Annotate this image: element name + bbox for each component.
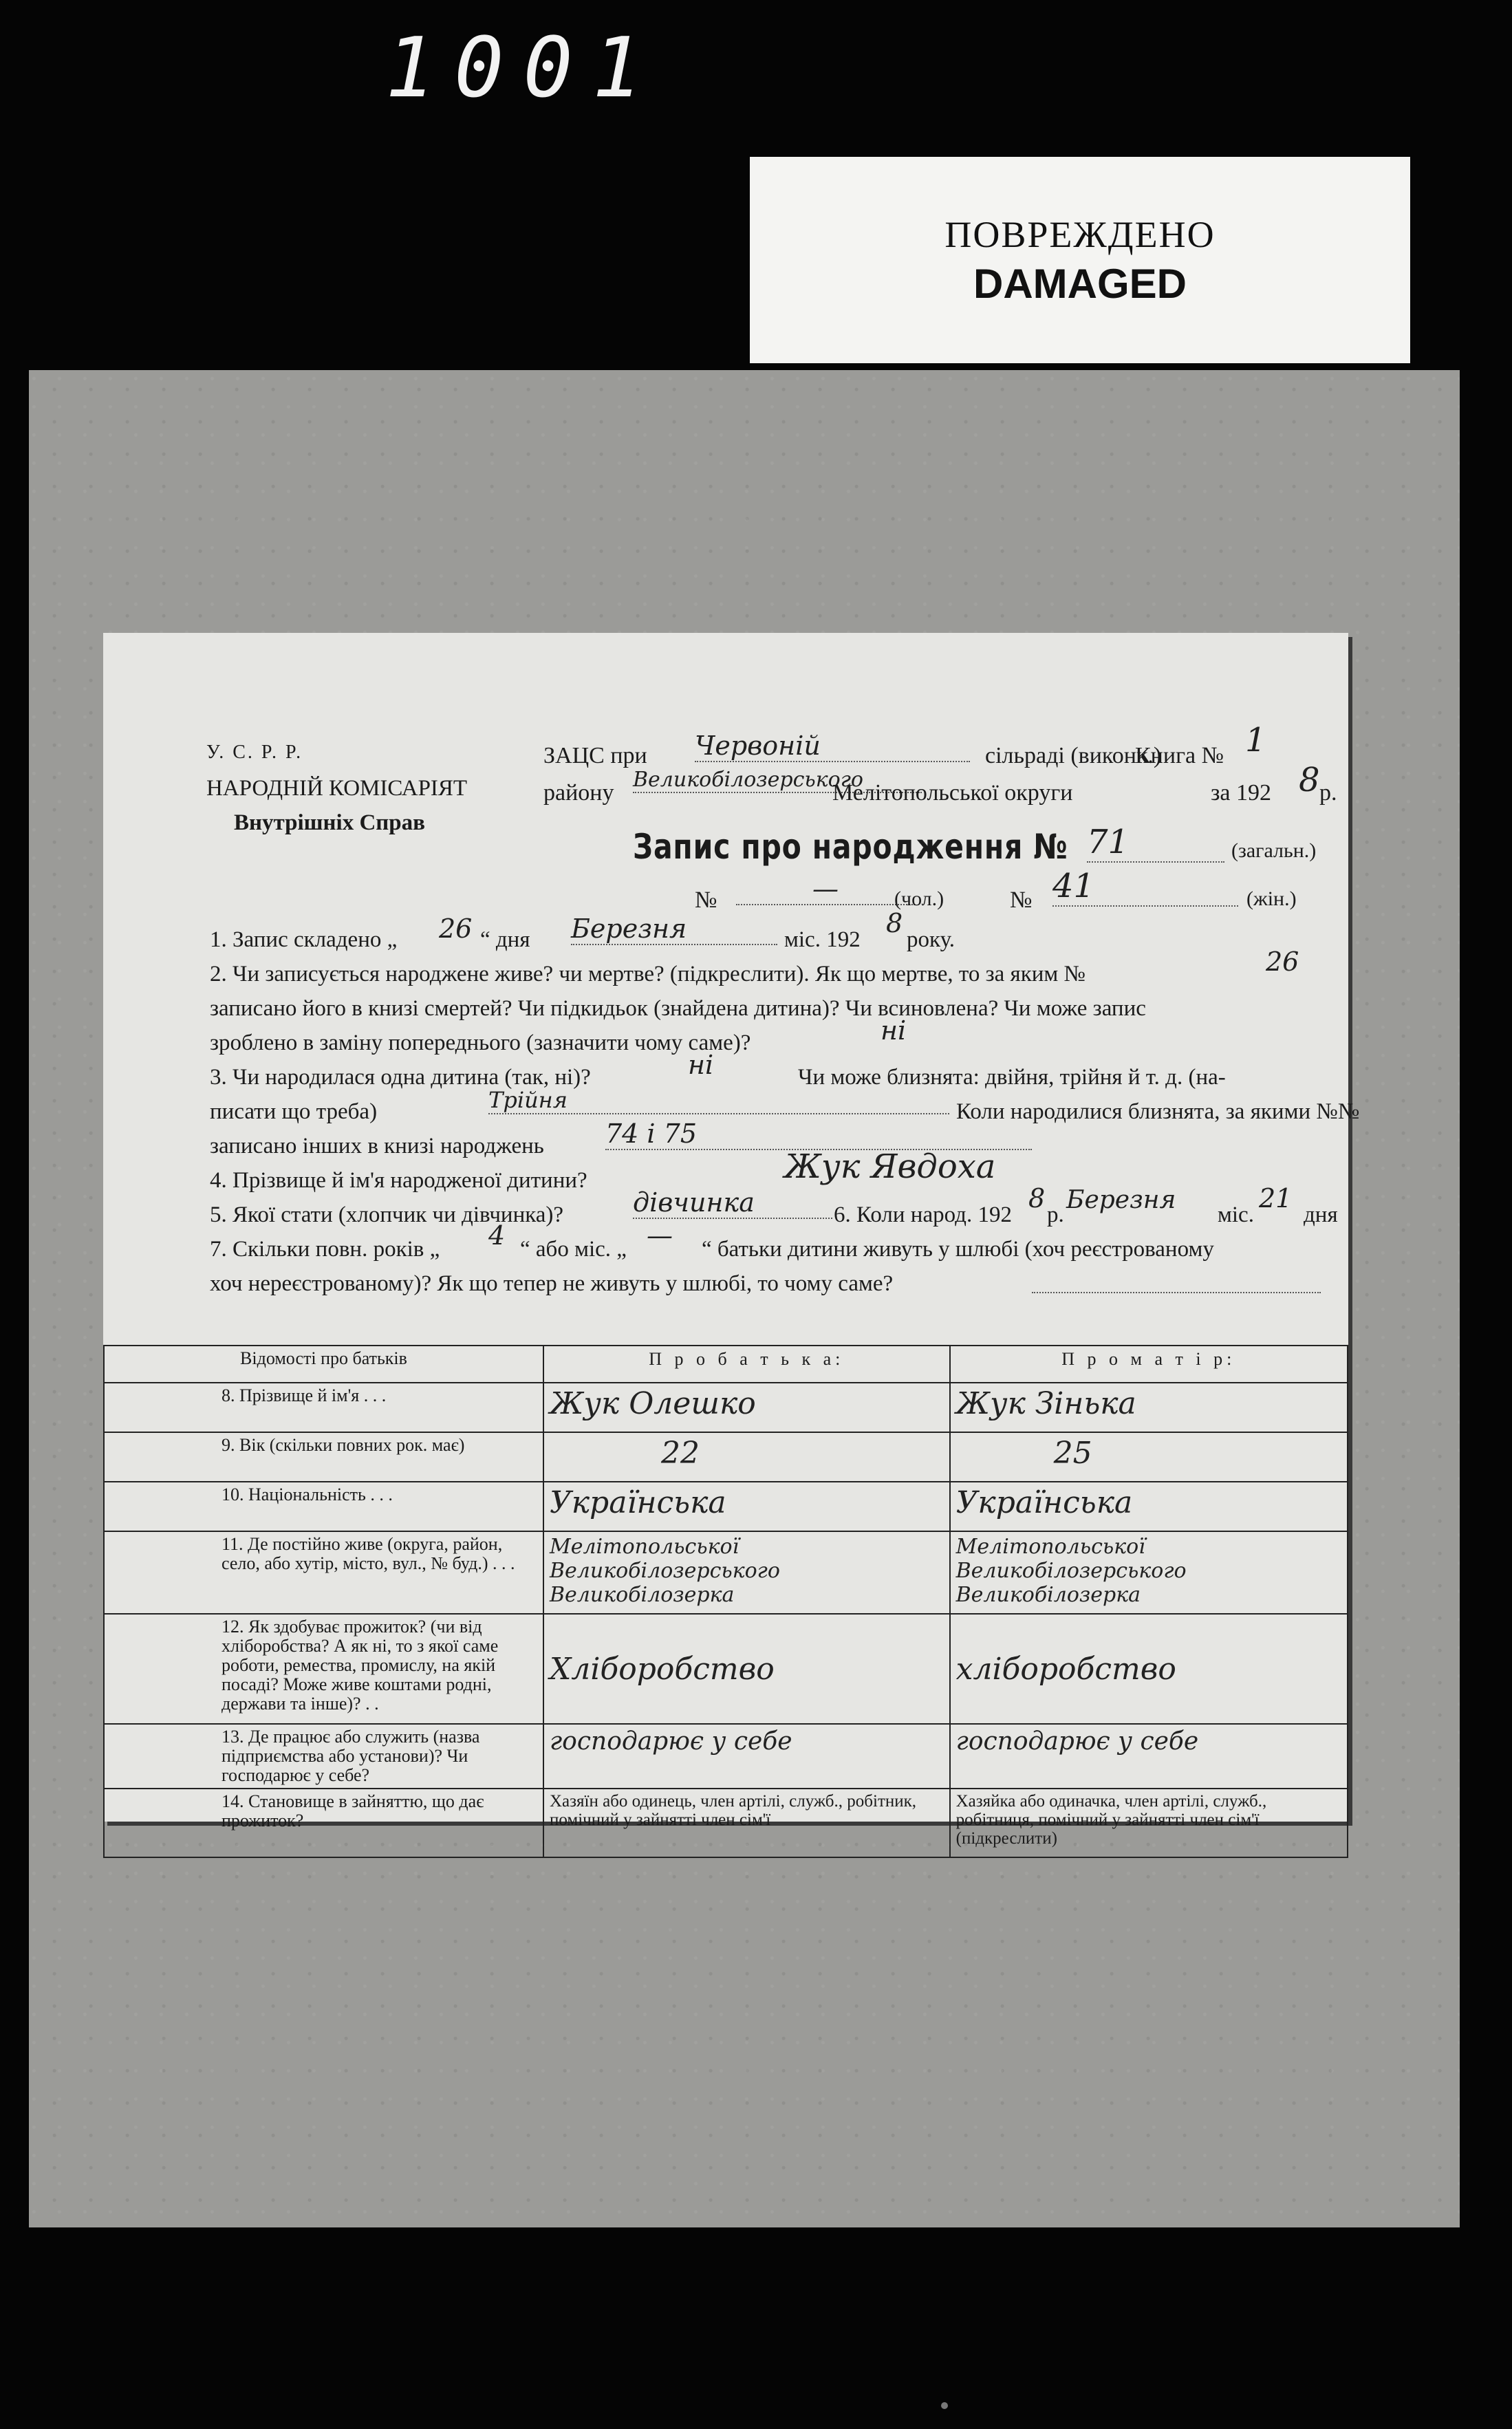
zags-prefix: ЗАЦС при xyxy=(543,743,647,768)
q1-text-d: року. xyxy=(907,927,955,952)
q6-day: 21 xyxy=(1259,1183,1293,1213)
zags-village: Червоній xyxy=(695,731,970,762)
table-row xyxy=(104,1383,1348,1432)
damaged-label-ru: ПОВРЕЖДЕНО xyxy=(944,213,1216,255)
q2-value: ні xyxy=(881,1015,907,1046)
row-label: 11. Де постійно живе (округа, район, село, або хутір, місто, вул., № буд.) . . . xyxy=(104,1531,543,1614)
damaged-label-en: DAMAGED xyxy=(973,260,1187,307)
header-mother: П р о м а т і р: xyxy=(950,1346,1348,1383)
q1-month: Березня xyxy=(571,914,777,945)
q2-text-c: зроблено в заміну попереднього (зазначити чому саме)? xyxy=(210,1030,751,1055)
q6-text-a: 6. Коли народ. 192 xyxy=(834,1202,1012,1227)
q7-text-a: 7. Скільки повн. років „ xyxy=(210,1237,440,1262)
q6-year: 8 xyxy=(1028,1183,1046,1213)
q1-day: 26 xyxy=(439,914,473,944)
q3-text-c: писати що треба) xyxy=(210,1099,378,1124)
q3-text-a: 3. Чи народилася одна дитина (так, ні)? xyxy=(210,1065,591,1090)
mother-workplace: господарює у себе xyxy=(950,1724,1348,1789)
male-number-prefix: № xyxy=(695,887,717,913)
commissariat-label: НАРОДНІЙ КОМІСАРІЯТ xyxy=(206,776,468,801)
q1-text-b: “ дня xyxy=(480,927,530,952)
female-number: 41 xyxy=(1052,867,1238,907)
year-prefix: за 192 xyxy=(1211,780,1272,806)
record-general-label: (загальн.) xyxy=(1231,839,1317,862)
year-suffix: р. xyxy=(1319,780,1337,806)
q4-text: 4. Прізвище й ім'я народженої дитини? xyxy=(210,1168,587,1193)
table-row xyxy=(104,1531,1348,1614)
table-row xyxy=(104,1724,1348,1789)
table-row xyxy=(104,1482,1348,1531)
district-value: Великобілозерського xyxy=(633,768,922,793)
q3-value: ні xyxy=(688,1050,714,1080)
q7-text-b: “ або міс. „ xyxy=(520,1237,627,1262)
q3-twins: Трійня xyxy=(488,1087,949,1114)
q5-text: 5. Якої стати (хлопчик чи дівчинка)? xyxy=(210,1202,564,1227)
father-nationality: Українська xyxy=(543,1482,950,1531)
q6-month: Березня xyxy=(1066,1186,1176,1214)
q2-number: 26 xyxy=(1266,947,1299,977)
record-title: Запис про народження № xyxy=(633,827,1068,867)
row-label: 13. Де працює або служить (назва підприємства або установи)? Чи господарює у себе? xyxy=(104,1724,543,1789)
internal-affairs-label: Внутрішніх Справ xyxy=(234,810,425,835)
mother-name: Жук Зінька xyxy=(950,1383,1348,1432)
father-residence: Мелітопольської Великобілозерського Великобілозерка xyxy=(543,1531,950,1614)
header-info: Відомості про батьків xyxy=(104,1346,543,1383)
speck xyxy=(941,2402,948,2409)
district-suffix: Мелітопольської округи xyxy=(832,780,1073,806)
father-workplace: господарює у себе xyxy=(543,1724,950,1789)
father-occupation: Хліборобство xyxy=(543,1614,950,1724)
male-number: — xyxy=(736,874,915,905)
year-digit: 8 xyxy=(1299,761,1320,799)
birth-record-form xyxy=(103,633,1360,1848)
q1-text-c: міс. 192 xyxy=(784,927,861,952)
record-number: 71 xyxy=(1087,823,1224,863)
table-row xyxy=(104,1789,1348,1857)
table-row xyxy=(104,1614,1348,1724)
ussr-label: У. С. Р. Р. xyxy=(206,742,303,763)
district-prefix: району xyxy=(543,780,614,806)
table-row xyxy=(104,1432,1348,1482)
q6-text-b: р. xyxy=(1047,1202,1064,1227)
q1-text-a: 1. Запис складено „ xyxy=(210,927,398,952)
q1-year: 8 xyxy=(886,908,903,938)
q2-text-b: записано його в книзі смертей? Чи підкидьок (знайдена дитина)? Чи всиновлена? Чи може запис xyxy=(210,996,1146,1021)
q2-text-a: 2. Чи записується народжене живе? чи мертве? (підкреслити). Як що мертве, то за яким № xyxy=(210,962,1086,986)
mother-employment-status: Хазяйка або одиначка, член артілі, служб., робітниця, помічний у зайнятті член сім'ї (підкреслити) xyxy=(950,1789,1348,1857)
mother-age: 25 xyxy=(950,1432,1348,1482)
q6-text-d: дня xyxy=(1304,1202,1338,1227)
row-label: 10. Національність . . . xyxy=(104,1482,543,1531)
book-label: Книга № xyxy=(1135,743,1224,768)
q7-text-d: хоч нереєстрованому)? Як що тепер не живуть у шлюбі, то чому саме? xyxy=(210,1271,894,1296)
row-label: 12. Як здобуває прожиток? (чи від хліборобства? А як ні, то з якої саме роботи, ремества, промислу, на якій посаді? Може живе коштами родні, держави та інше)? . . xyxy=(104,1614,543,1724)
row-label: 14. Становище в зайняттю, що дає прожиток? xyxy=(104,1789,543,1857)
q3-numbers: 74 і 75 xyxy=(605,1119,1032,1150)
header-father: П р о б а т ь к а: xyxy=(543,1346,950,1383)
q4-child-name: Жук Явдоха xyxy=(784,1147,996,1186)
father-age: 22 xyxy=(543,1432,950,1482)
q3-text-d: Коли народилися близнята, за якими №№ xyxy=(956,1099,1360,1124)
archive-number: 1001 xyxy=(385,21,661,116)
row-label: 8. Прізвище й ім'я . . . xyxy=(104,1383,543,1432)
q3-text-b: Чи може близнята: двійня, трійня й т. д. (на- xyxy=(798,1065,1226,1090)
parents-table xyxy=(103,1345,1348,1858)
book-number: 1 xyxy=(1245,721,1266,759)
damaged-label xyxy=(750,157,1410,363)
q7-text-c: “ батьки дитини живуть у шлюбі (хоч реєстрованому xyxy=(702,1237,1214,1262)
q7-years: 4 xyxy=(488,1220,506,1251)
father-employment-status: Хазяїн або одинець, член артілі, служб., робітник, помічний у зайнятті член сім'ї xyxy=(543,1789,950,1857)
row-label: 9. Вік (скільки повних рок. має) xyxy=(104,1432,543,1482)
father-name: Жук Олешко xyxy=(543,1383,950,1432)
q3-text-e: записано інших в книзі народжень xyxy=(210,1134,544,1158)
mother-occupation: хліборобство xyxy=(950,1614,1348,1724)
mother-residence: Мелітопольської Великобілозерського Великобілозерка xyxy=(950,1531,1348,1614)
male-number-label: (чол.) xyxy=(894,887,944,910)
q7-answer-line xyxy=(1032,1292,1321,1293)
mother-nationality: Українська xyxy=(950,1482,1348,1531)
female-number-prefix: № xyxy=(1010,887,1033,913)
q5-sex: дівчинка xyxy=(633,1187,832,1219)
q6-text-c: міс. xyxy=(1218,1202,1254,1227)
q7-months: — xyxy=(647,1220,673,1251)
table-header-row xyxy=(104,1346,1348,1383)
female-number-label: (жін.) xyxy=(1246,887,1297,910)
zags-suffix: сільраді (виконк.) xyxy=(985,743,1162,768)
